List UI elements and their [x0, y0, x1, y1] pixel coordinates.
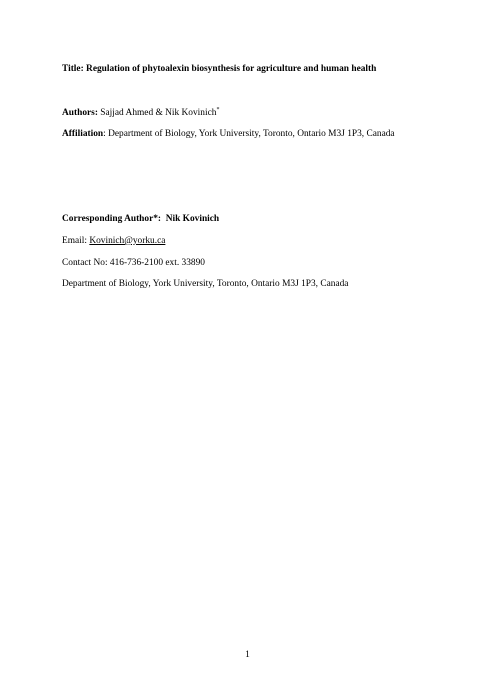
affiliation-label: Affiliation [62, 129, 104, 139]
title-text: Regulation of phytoalexin biosynthesis for agriculture and human health [86, 64, 377, 74]
corresponding-author-label: Corresponding Author*: [62, 214, 162, 224]
affiliation-line [62, 128, 395, 140]
title-label: Title: [62, 64, 84, 74]
email-line [62, 235, 165, 247]
email-label: Email: [62, 236, 87, 246]
address-line: Department of Biology, York University, Toronto, Ontario M3J 1P3, Canada [62, 279, 349, 289]
title-line [62, 63, 376, 75]
affiliation-text: Department of Biology, York University, Toronto, Ontario M3J 1P3, Canada [108, 129, 395, 139]
authors-names: Sajjad Ahmed & Nik Kovinich [100, 108, 217, 118]
corresponding-author-line [62, 213, 219, 225]
authors-label: Authors: [62, 108, 98, 118]
affiliation-separator: : [103, 129, 106, 139]
contact-line: Contact No: 416-736-2100 ext. 33890 [62, 258, 205, 268]
email-link[interactable]: Kovinich@yorku.ca [89, 236, 166, 246]
corresponding-author-mark: * [216, 106, 220, 113]
corresponding-author-name: Nik Kovinich [165, 214, 220, 224]
page-number: 1 [245, 650, 250, 660]
authors-line [62, 107, 219, 119]
